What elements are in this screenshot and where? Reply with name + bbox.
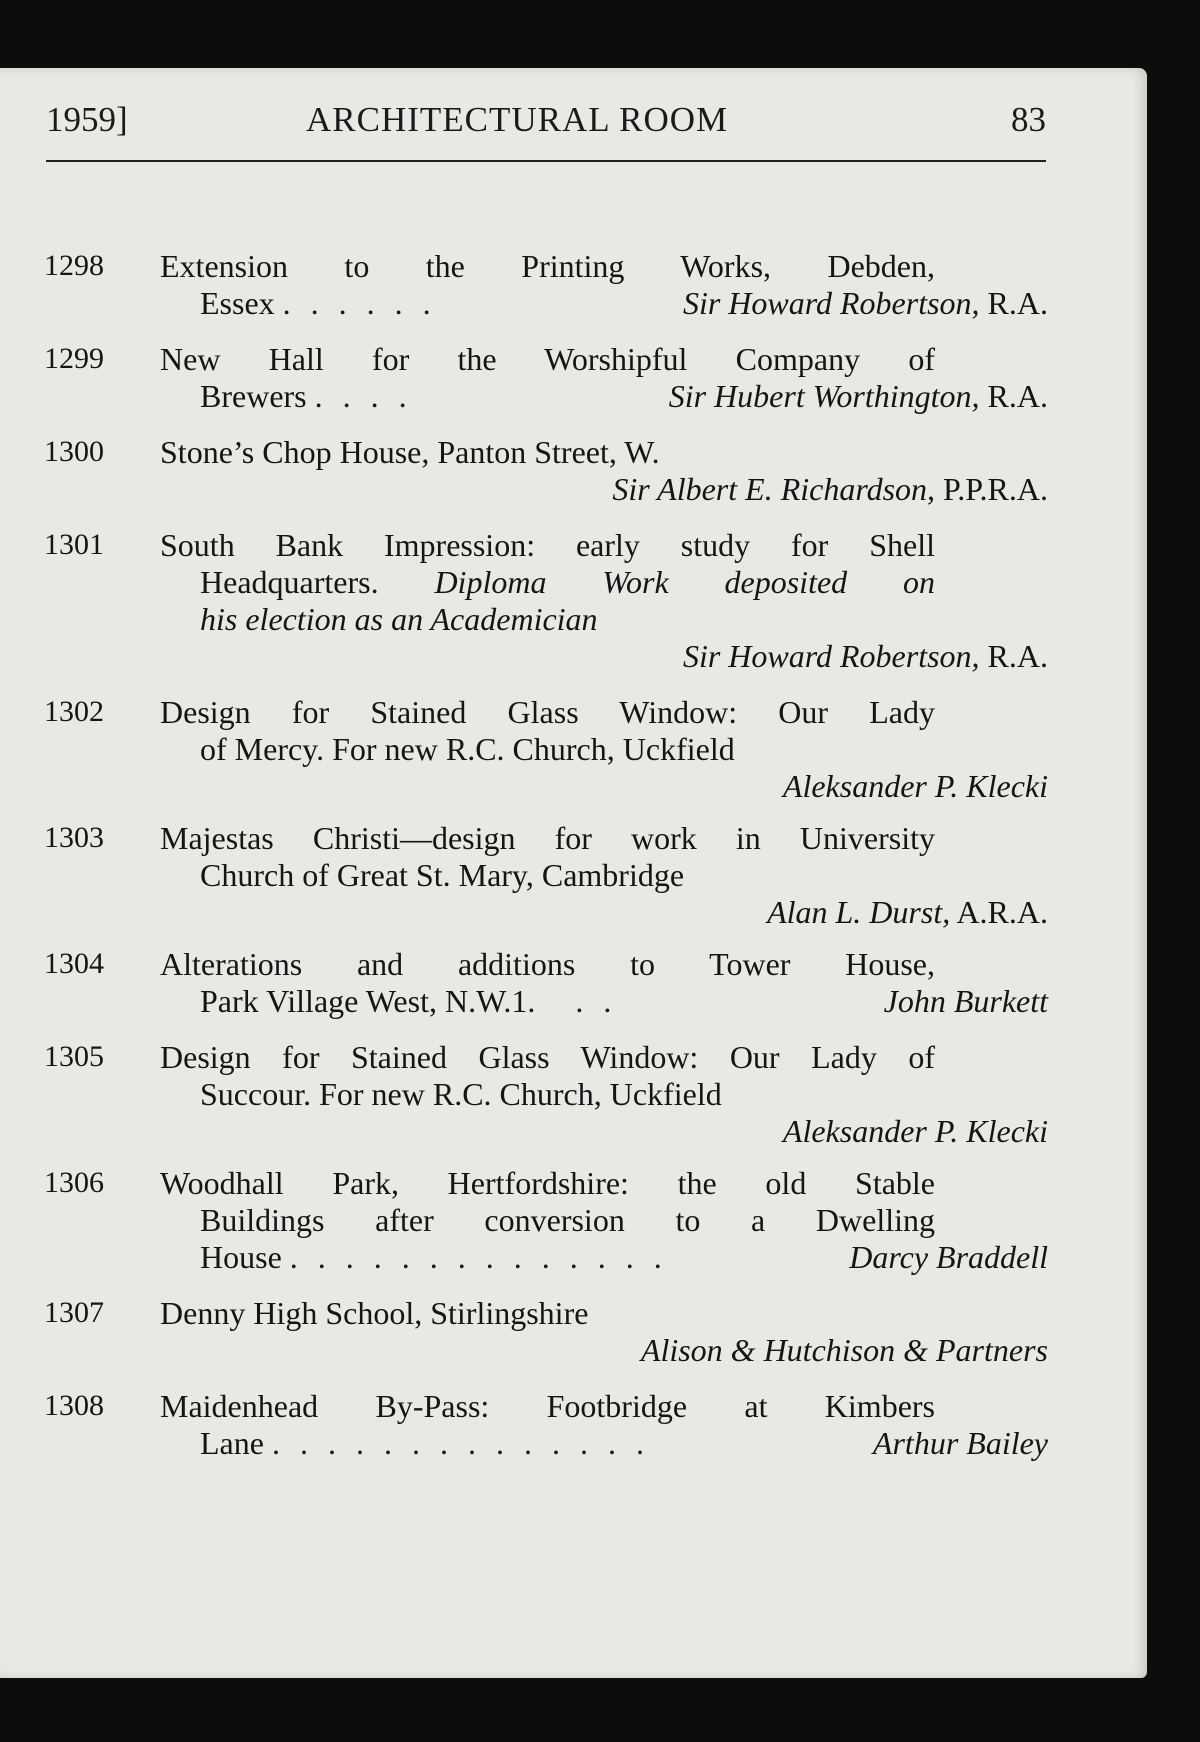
entry-architect: Aleksander P. Klecki [782,768,1048,804]
page-header [46,100,1046,140]
entry-title-cont: Succour. For new R.C. Church, Uckfield [200,1076,722,1112]
header-page-number: 83 [1011,100,1046,139]
entry-title-cont: Headquarters. Diploma Work deposited on [200,564,936,600]
entry-title-cont: Buildings after conversion to a Dwelling [200,1202,935,1238]
entry-number: 1302 [44,695,104,728]
entry-number: 1307 [44,1296,104,1329]
entry-number: 1300 [44,435,104,468]
entry-note: his election as an Academician [200,601,598,637]
entry-architect: Darcy Braddell [849,1239,1048,1275]
entry-architect: John Burkett [883,983,1048,1019]
entry-number: 1301 [44,528,104,561]
entry-title: South Bank Impression: early study for Shell [160,527,935,563]
entry-title-cont: House . . . . . . . . . . . . . . [200,1239,668,1275]
entry-number: 1299 [44,342,104,375]
entry-title: Majestas Christi—design for work in University [160,820,935,856]
entry-architect: Alan L. Durst, A.R.A. [767,894,1048,930]
entry-architect: Alison & Hutchison & Partners [640,1332,1048,1368]
header-rule [46,160,1046,162]
entry-title-cont: Essex . . . . . . [200,285,437,321]
entry-title: Extension to the Printing Works, Debden, [160,248,935,284]
entry-architect: Sir Albert E. Richardson, P.P.R.A. [612,471,1048,507]
entry-title-cont: Church of Great St. Mary, Cambridge [200,857,685,893]
entry-architect: Sir Howard Robertson, R.A. [682,285,1048,321]
entry-title-cont: of Mercy. For new R.C. Church, Uckfield [200,731,735,767]
entry-architect: Arthur Bailey [872,1425,1048,1461]
entry-title: Woodhall Park, Hertfordshire: the old Stable [160,1165,935,1201]
entry-title: Maidenhead By-Pass: Footbridge at Kimbers [160,1388,935,1424]
entry-architect: Aleksander P. Klecki [782,1113,1048,1149]
entry-architect: Sir Hubert Worthington, R.A. [668,378,1048,414]
entry-title-cont: Lane . . . . . . . . . . . . . . [200,1425,650,1461]
entry-architect: Sir Howard Robertson, R.A. [682,638,1048,674]
entry-title: New Hall for the Worshipful Company of [160,341,935,377]
header-title: ARCHITECTURAL ROOM [306,100,729,139]
entry-title: Alterations and additions to Tower House, [160,946,935,982]
entry-number: 1303 [44,821,104,854]
entry-title-cont: Park Village West, N.W.1. . . [200,983,618,1019]
entry-number: 1308 [44,1389,104,1422]
entry-number: 1305 [44,1040,104,1073]
header-year: 1959] [46,100,128,139]
entry-title: Design for Stained Glass Window: Our Lady [160,694,935,730]
entry-title: Stone’s Chop House, Panton Street, W. [160,434,660,470]
entry-title: Denny High School, Stirlingshire [160,1295,589,1331]
entry-title-cont: Brewers . . . . [200,378,413,414]
entry-title: Design for Stained Glass Window: Our Lady of [160,1039,935,1075]
entry-number: 1298 [44,249,104,282]
entry-number: 1304 [44,947,104,980]
entry-number: 1306 [44,1166,104,1199]
